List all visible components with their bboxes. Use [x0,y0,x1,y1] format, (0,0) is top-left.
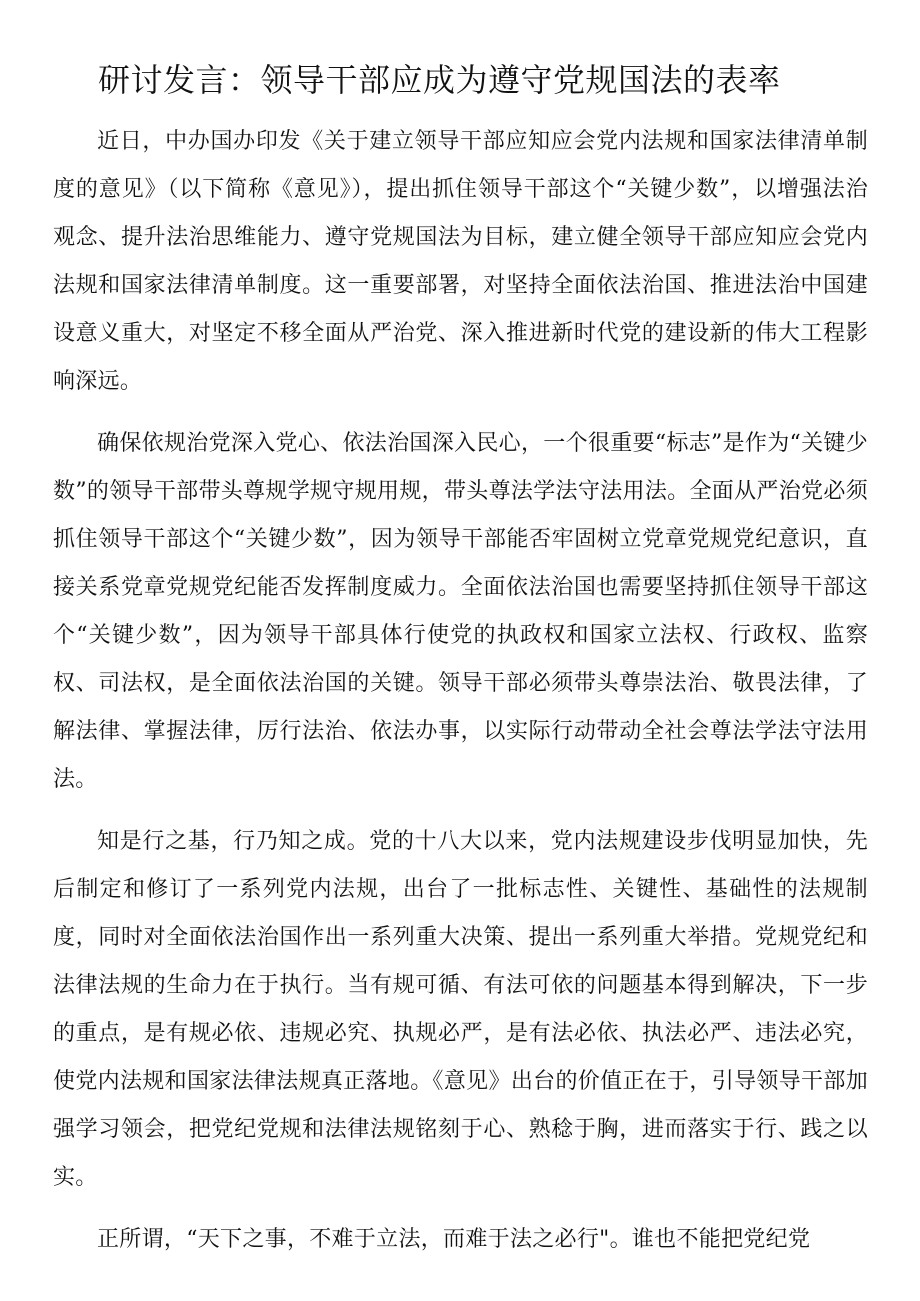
paragraph-3: 知是行之基，行乃知之成。党的十八大以来，党内法规建设步伐明显加快，先后制定和修订了一系列党内法规，出台了一批标志性、关键性、基础性的法规制度，同时对全面依法治国作出一系列重大决策、提出一系列重大举措。党规党纪和法律法规的生命力在于执行。当有规可循、有法可依的问题基本得到解决，下一步的重点，是有规必依、违规必究、执规必严，是有法必依、执法必严、违法必究，使党内法规和国家法律法规真正落地。《意见》出台的价值正在于，引导领导干部加强学习领会，把党纪党规和法律法规铭刻于心、熟稔于胸，进而落实于行、践之以实。 [53,829,868,1190]
paragraph-2: 确保依规治党深入党心、依法治国深入民心，一个很重要“标志”是作为“关键少数”的领导干部带头尊规学规守规用规，带头尊法学法守法用法。全面从严治党必须抓住领导干部这个“关键少数”，因为领导干部能否牢固树立党章党规党纪意识，直接关系党章党规党纪能否发挥制度威力。全面依法治国也需要坚持抓住领导干部这个“关键少数”，因为领导干部具体行使党的执政权和国家立法权、行政权、监察权、司法权，是全面依法治国的关键。领导干部必须带头尊崇法治、敬畏法律，了解法律、掌握法律，厉行法治、依法办事，以实际行动带动全社会尊法学法守法用法。 [53,431,868,792]
paragraph-4: 正所谓，“天下之事，不难于立法，而难于法之必行"。谁也不能把党纪党 [97,1227,811,1252]
page-title: 研讨发言：领导干部应成为遵守党规国法的表率 [98,61,781,99]
paragraph-1: 近日，中办国办印发《关于建立领导干部应知应会党内法规和国家法律清单制度的意见》（以下简称《意见》），提出抓住领导干部这个“关键少数”，以增强法治观念、提升法治思维能力、遵守党规国法为目标，建立健全领导干部应知应会党内法规和国家法律清单制度。这一重要部署，对坚持全面依法治国、推进法治中国建设意义重大，对坚定不移全面从严治党、深入推进新时代党的建设新的伟大工程影响深远。 [53,129,868,394]
article-body [53,118,868,1278]
